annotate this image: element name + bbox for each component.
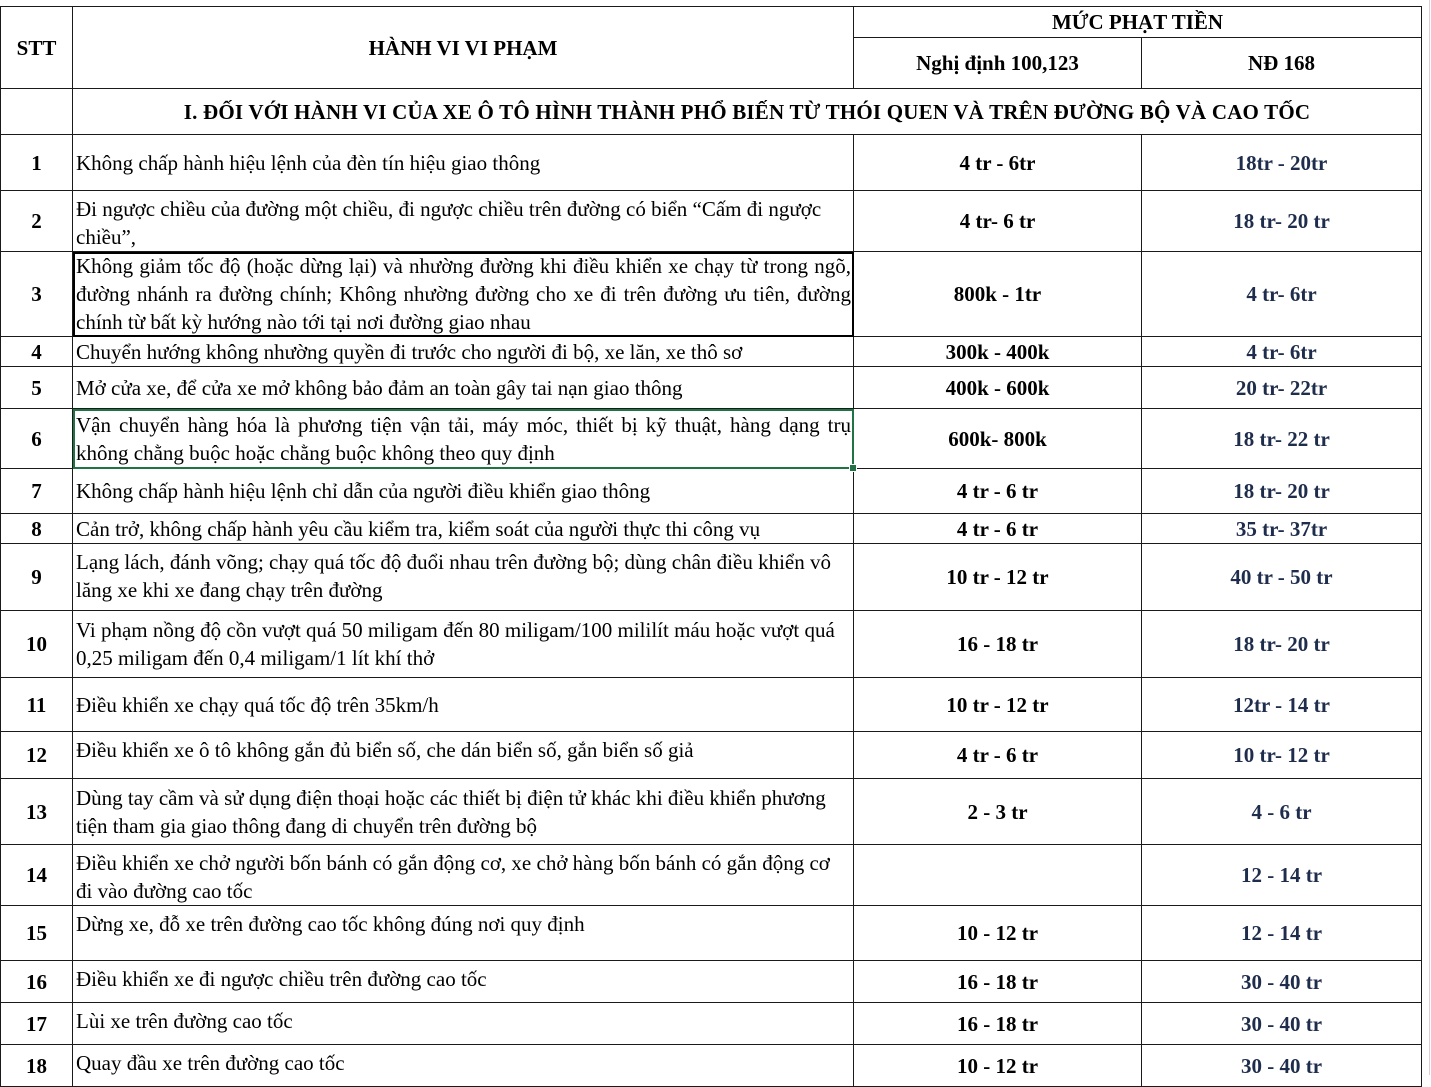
table-row <box>1 191 1422 252</box>
table-row <box>1 544 1422 611</box>
row-fine-old[interactable]: 4 tr- 6 tr <box>854 191 1142 252</box>
table-row <box>1 611 1422 678</box>
table-row <box>1 252 1422 337</box>
header-col-new[interactable] <box>1142 38 1422 89</box>
header-fine-group-label: MỨC PHẠT TIỀN <box>1051 10 1224 34</box>
row-fine-new[interactable]: 18 tr- 20 tr <box>1142 469 1422 514</box>
header-violation[interactable] <box>73 7 854 89</box>
row-fine-new[interactable]: 10 tr- 12 tr <box>1142 732 1422 779</box>
row-violation[interactable]: Không chấp hành hiệu lệnh chỉ dẫn của người điều khiển giao thông <box>73 469 854 514</box>
section-row <box>1 89 1422 135</box>
table-row <box>1 961 1422 1003</box>
row-violation[interactable]: Dừng xe, đỗ xe trên đường cao tốc không đúng nơi quy định <box>73 906 854 961</box>
row-stt[interactable]: 17 <box>1 1003 73 1045</box>
row-fine-new[interactable]: 18 tr- 20 tr <box>1142 191 1422 252</box>
row-stt[interactable]: 3 <box>1 252 73 337</box>
row-fine-old[interactable]: 16 - 18 tr <box>854 961 1142 1003</box>
row-stt[interactable]: 6 <box>1 409 73 469</box>
fines-table <box>0 6 1422 1087</box>
row-violation[interactable]: Mở cửa xe, để cửa xe mở không bảo đảm an toàn gây tai nạn giao thông <box>73 367 854 409</box>
row-violation[interactable]: Điều khiển xe chạy quá tốc độ trên 35km/h <box>73 678 854 732</box>
row-stt[interactable]: 11 <box>1 678 73 732</box>
row-fine-old[interactable]: 4 tr - 6 tr <box>854 469 1142 514</box>
header-row-1 <box>1 7 1422 38</box>
row-stt[interactable]: 16 <box>1 961 73 1003</box>
table-row <box>1 367 1422 409</box>
row-violation[interactable]: Lạng lách, đánh võng; chạy quá tốc độ đuổi nhau trên đường bộ; dùng chân điều khiển vô lăng xe khi xe đang chạy trên đường <box>73 544 854 611</box>
row-fine-new[interactable]: 30 - 40 tr <box>1142 1045 1422 1087</box>
row-stt[interactable]: 18 <box>1 1045 73 1087</box>
row-fine-new[interactable]: 4 tr- 6tr <box>1142 337 1422 367</box>
row-stt[interactable]: 8 <box>1 514 73 544</box>
row-fine-old[interactable] <box>854 845 1142 906</box>
row-violation[interactable]: Điều khiển xe ô tô không gắn đủ biển số, che dán biển số, gắn biển số giả <box>73 732 854 779</box>
row-fine-old[interactable]: 2 - 3 tr <box>854 779 1142 845</box>
row-violation[interactable]: Điều khiển xe chở người bốn bánh có gắn động cơ, xe chở hàng bốn bánh có gắn động cơ đi vào đường cao tốc <box>73 845 854 906</box>
table-row <box>1 514 1422 544</box>
row-violation[interactable]: Điều khiển xe đi ngược chiều trên đường cao tốc <box>73 961 854 1003</box>
row-fine-new[interactable]: 12 - 14 tr <box>1142 906 1422 961</box>
row-fine-old[interactable]: 800k - 1tr <box>854 252 1142 337</box>
table-row <box>1 469 1422 514</box>
header-fine-group[interactable] <box>854 7 1422 38</box>
row-fine-new[interactable]: 30 - 40 tr <box>1142 1003 1422 1045</box>
table-row <box>1 732 1422 779</box>
row-stt[interactable]: 1 <box>1 135 73 191</box>
row-violation[interactable]: Chuyển hướng không nhường quyền đi trước cho người đi bộ, xe lăn, xe thô sơ <box>73 337 854 367</box>
row-fine-new[interactable]: 4 tr- 6tr <box>1142 252 1422 337</box>
row-fine-old[interactable]: 600k- 800k <box>854 409 1142 469</box>
row-fine-old[interactable]: 300k - 400k <box>854 337 1142 367</box>
section-title[interactable]: I. ĐỐI VỚI HÀNH VI CỦA XE Ô TÔ HÌNH THÀNH PHỔ BIẾN TỪ THÓI QUEN VÀ TRÊN ĐƯỜNG BỘ VÀ CAO TỐC <box>73 89 1422 135</box>
table-row <box>1 845 1422 906</box>
header-stt-label: STT <box>16 35 57 60</box>
row-violation[interactable]: Không chấp hành hiệu lệnh của đèn tín hiệu giao thông <box>73 135 854 191</box>
header-col-new-label: NĐ 168 <box>1247 51 1316 75</box>
row-violation[interactable]: Cản trở, không chấp hành yêu cầu kiểm tra, kiểm soát của người thực thi công vụ <box>73 514 854 544</box>
row-stt[interactable]: 12 <box>1 732 73 779</box>
row-fine-old[interactable]: 10 tr - 12 tr <box>854 678 1142 732</box>
row-fine-old[interactable]: 4 tr - 6 tr <box>854 732 1142 779</box>
row-fine-old[interactable]: 10 tr - 12 tr <box>854 544 1142 611</box>
row-stt[interactable]: 10 <box>1 611 73 678</box>
table-row <box>1 337 1422 367</box>
row-stt[interactable]: 9 <box>1 544 73 611</box>
table-row <box>1 135 1422 191</box>
row-fine-new[interactable]: 12 - 14 tr <box>1142 845 1422 906</box>
row-violation[interactable]: Vi phạm nồng độ cồn vượt quá 50 miligam đến 80 miligam/100 mililít máu hoặc vượt quá 0,25 miligam đến 0,4 miligam/1 lít khí thở <box>73 611 854 678</box>
table-row <box>1 409 1422 469</box>
row-stt[interactable]: 2 <box>1 191 73 252</box>
row-stt[interactable]: 5 <box>1 367 73 409</box>
row-violation[interactable]: Quay đầu xe trên đường cao tốc <box>73 1045 854 1087</box>
row-fine-old[interactable]: 4 tr - 6tr <box>854 135 1142 191</box>
row-fine-new[interactable]: 18 tr- 22 tr <box>1142 409 1422 469</box>
row-fine-old[interactable]: 400k - 600k <box>854 367 1142 409</box>
row-stt[interactable]: 15 <box>1 906 73 961</box>
row-stt[interactable]: 13 <box>1 779 73 845</box>
row-violation[interactable]: Lùi xe trên đường cao tốc <box>73 1003 854 1045</box>
row-fine-old[interactable]: 16 - 18 tr <box>854 611 1142 678</box>
row-stt[interactable]: 7 <box>1 469 73 514</box>
header-col-old[interactable] <box>854 38 1142 89</box>
header-violation-label: HÀNH VI VI PHẠM <box>368 35 558 60</box>
row-fine-old[interactable]: 4 tr - 6 tr <box>854 514 1142 544</box>
table-row <box>1 906 1422 961</box>
row-violation[interactable]: Không giảm tốc độ (hoặc dừng lại) và nhường đường khi điều khiển xe chạy từ trong ngõ, đường nhánh ra đường chính; Không nhường đường cho xe đi trên đường ưu tiên, đường chính từ bất kỳ hướng nào tới tại nơi đường giao nhau <box>73 252 854 337</box>
header-stt[interactable] <box>1 7 73 89</box>
row-fine-old[interactable]: 10 - 12 tr <box>854 906 1142 961</box>
row-fine-old[interactable]: 10 - 12 tr <box>854 1045 1142 1087</box>
table-row <box>1 678 1422 732</box>
fill-handle[interactable] <box>849 464 857 472</box>
row-fine-new[interactable]: 4 - 6 tr <box>1142 779 1422 845</box>
table-row <box>1 779 1422 845</box>
row-stt[interactable]: 4 <box>1 337 73 367</box>
row-fine-new[interactable]: 35 tr- 37tr <box>1142 514 1422 544</box>
row-fine-new[interactable]: 40 tr - 50 tr <box>1142 544 1422 611</box>
row-violation-text: Vận chuyển hàng hóa là phương tiện vận tải, máy móc, thiết bị kỹ thuật, hàng dạng trụ không chằng buộc hoặc chằng buộc không theo quy định <box>76 412 851 465</box>
row-fine-old[interactable]: 16 - 18 tr <box>854 1003 1142 1045</box>
row-violation-selected[interactable] <box>73 409 854 469</box>
table-row <box>1 1045 1422 1087</box>
section-stt-cell[interactable] <box>1 89 73 135</box>
row-fine-new[interactable]: 12tr - 14 tr <box>1142 678 1422 732</box>
sheet-gridline <box>1429 0 1430 1075</box>
row-fine-new[interactable]: 30 - 40 tr <box>1142 961 1422 1003</box>
row-fine-new[interactable]: 18tr - 20tr <box>1142 135 1422 191</box>
header-col-old-label: Nghị định 100,123 <box>916 51 1079 75</box>
row-fine-new[interactable]: 20 tr- 22tr <box>1142 367 1422 409</box>
row-stt[interactable]: 14 <box>1 845 73 906</box>
row-violation[interactable]: Đi ngược chiều của đường một chiều, đi ngược chiều trên đường có biển “Cấm đi ngược chiều”, <box>73 191 854 252</box>
row-violation[interactable]: Dùng tay cầm và sử dụng điện thoại hoặc các thiết bị điện tử khác khi điều khiển phương tiện tham gia giao thông đang di chuyển trên đường bộ <box>73 779 854 845</box>
table-row <box>1 1003 1422 1045</box>
row-fine-new[interactable]: 18 tr- 20 tr <box>1142 611 1422 678</box>
